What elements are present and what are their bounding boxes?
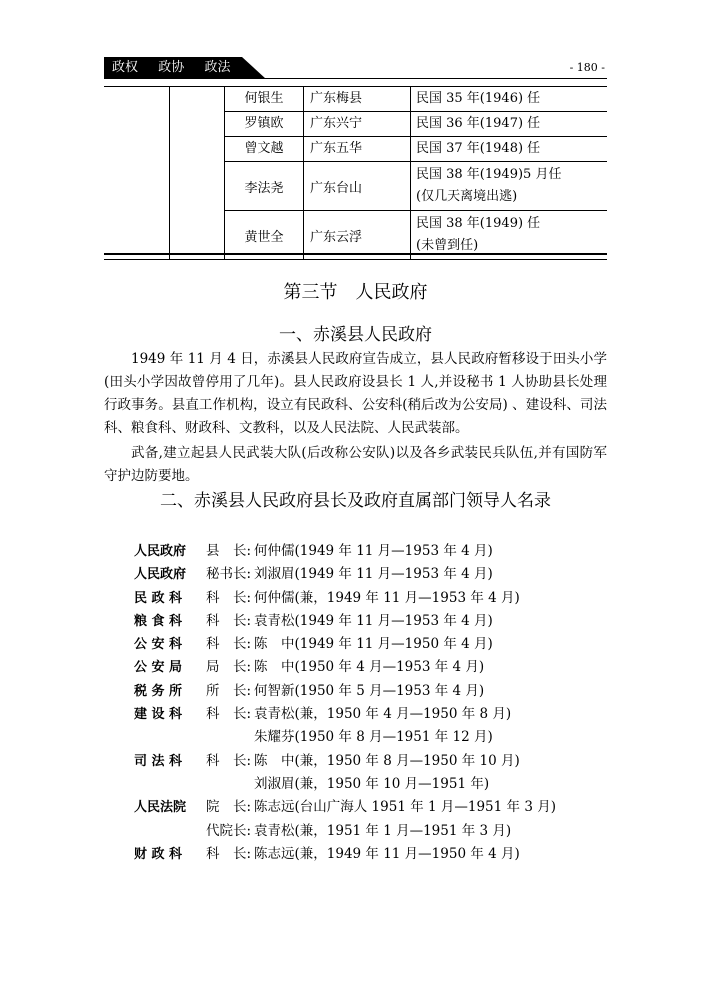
person-entry: 陈 中(兼，1950 年 8 月—1950 年 10 月): [254, 752, 520, 769]
roster-entry: [134, 703, 594, 726]
roster-entry: [134, 796, 594, 819]
department-name: 司 法 科: [134, 753, 183, 769]
official-term: [411, 87, 608, 112]
official-name: 李法尧: [225, 162, 304, 211]
position-title: 科 长:: [206, 706, 252, 723]
term-line: 民国 37 年(1948) 任: [416, 141, 541, 156]
person-entry: 陈 中(1949 年 11 月—1950 年 4 月): [254, 636, 493, 653]
person-entry: 刘淑眉(1949 年 11 月—1953 年 4 月): [254, 566, 493, 583]
roster-entry: [134, 680, 594, 703]
official-name: 曾文越: [225, 137, 304, 162]
term-line: 民国 36 年(1947) 任: [416, 116, 541, 131]
department-name: 公 安 科: [134, 637, 183, 653]
department-name: 税 务 所: [134, 683, 183, 699]
person-entry: 刘淑眉(兼，1950 年 10 月—1951 年): [254, 775, 490, 792]
person-entry: 何仲儒(1949 年 11 月—1953 年 4 月): [254, 543, 493, 559]
term-line: 民国 38 年(1949)5 月任: [416, 167, 562, 182]
term-line: 民国 35 年(1946) 任: [416, 91, 541, 106]
official-origin: 广东五华: [304, 137, 411, 162]
position-title: 县 长:: [206, 543, 252, 559]
official-term: [411, 112, 608, 137]
official-name: 何银生: [225, 87, 304, 112]
official-origin: 广东云浮: [304, 211, 411, 260]
official-term: [411, 137, 608, 162]
official-origin: 广东梅县: [304, 87, 411, 112]
position-title: 科 长:: [206, 845, 252, 862]
roster-entry: [134, 563, 594, 586]
roster-entry: [134, 750, 594, 773]
roster-entry: [134, 726, 594, 749]
person-entry: 陈志远(兼，1949 年 11 月—1950 年 4 月): [254, 845, 520, 862]
body-paragraph: 1949 年 11 月 4 日，赤溪县人民政府宣告成立，县人民政府暂移设于田头小学(田头小学因故曾停用了几年)。县人民政府设县长 1 人,并设秘书 1 人协助县长处理行政事务。县直工作机构，设立有民政科、公安科(稍后改为公安局) 、建设科、司法科、粮食科、财政科、文教科，以及人民法院、人民武装部。: [104, 351, 607, 436]
department-name: 建 设 科: [134, 707, 183, 723]
roster-entry: [134, 610, 594, 633]
table-blank-cell: [104, 87, 170, 260]
page-number: - 180 -: [569, 61, 605, 74]
section-title: 第三节 人民政府: [283, 282, 428, 303]
body-paragraph: 武备,建立起县人民武装大队(后改称公安队)以及各乡武装民兵队伍,并有国防军守护边防要地。: [104, 445, 607, 484]
department-name: 粮 食 科: [134, 613, 183, 629]
official-term: [411, 162, 608, 211]
official-origin: 广东兴宁: [304, 112, 411, 137]
position-title: 科 长:: [206, 589, 252, 606]
position-title: 秘书长:: [206, 566, 252, 583]
position-title: 所 长:: [206, 682, 252, 699]
term-line: (仅几天离境出逃): [416, 189, 518, 204]
officials-table: [104, 86, 607, 260]
position-title: 院 长:: [206, 799, 252, 816]
position-title: 科 长:: [206, 612, 252, 629]
roster-entry: [134, 820, 594, 843]
person-entry: 袁青松(兼，1950 年 4 月—1950 年 8 月): [254, 706, 512, 723]
department-name: 人民政府: [134, 544, 187, 559]
roster-entry: [134, 587, 594, 610]
running-header-title: 政权 政协 政法: [112, 60, 231, 75]
header-rule: [104, 78, 607, 79]
table-blank-cell: [170, 87, 225, 260]
term-line: 民国 38 年(1949) 任: [416, 216, 541, 231]
position-title: 科 长:: [206, 636, 252, 653]
department-name: 公 安 局: [134, 660, 183, 676]
official-name: 罗镇欧: [225, 112, 304, 137]
subsection-title: 二、赤溪县人民政府县长及政府直属部门领导人名录: [160, 491, 551, 511]
official-origin: 广东台山: [304, 162, 411, 211]
person-entry: 陈 中(1950 年 4 月—1953 年 4 月): [254, 659, 485, 676]
position-title: 局 长:: [206, 659, 252, 676]
table-bottom-rule: [104, 253, 607, 255]
person-entry: 陈志远(台山广海人 1951 年 1 月—1951 年 3 月): [254, 799, 556, 816]
roster-entry: [134, 633, 594, 656]
roster-entry: [134, 773, 594, 796]
department-name: 民 政 科: [134, 590, 183, 606]
roster-entry: [134, 656, 594, 679]
leader-roster: [134, 540, 594, 866]
roster-entry: [134, 540, 594, 563]
person-entry: 朱耀芬(1950 年 8 月—1951 年 12 月): [254, 729, 493, 746]
official-name: 黄世全: [225, 211, 304, 260]
person-entry: 袁青松(兼，1951 年 1 月—1951 年 3 月): [254, 822, 512, 839]
person-entry: 何仲儒(兼，1949 年 11 月—1953 年 4 月): [254, 589, 520, 606]
subsection-title: 一、赤溪县人民政府: [279, 325, 432, 345]
roster-entry: [134, 843, 594, 866]
department-name: 人民法院: [134, 800, 187, 816]
person-entry: 何智新(1950 年 5 月—1953 年 4 月): [254, 682, 485, 699]
person-entry: 袁青松(1949 年 11 月—1953 年 4 月): [254, 612, 493, 629]
department-name: 财 政 科: [134, 846, 183, 862]
department-name: 人民政府: [134, 567, 187, 583]
table-row: [104, 87, 607, 112]
term-line: (未曾到任): [416, 238, 479, 253]
position-title: 科 长:: [206, 752, 252, 769]
position-title: 代院长:: [206, 822, 252, 839]
